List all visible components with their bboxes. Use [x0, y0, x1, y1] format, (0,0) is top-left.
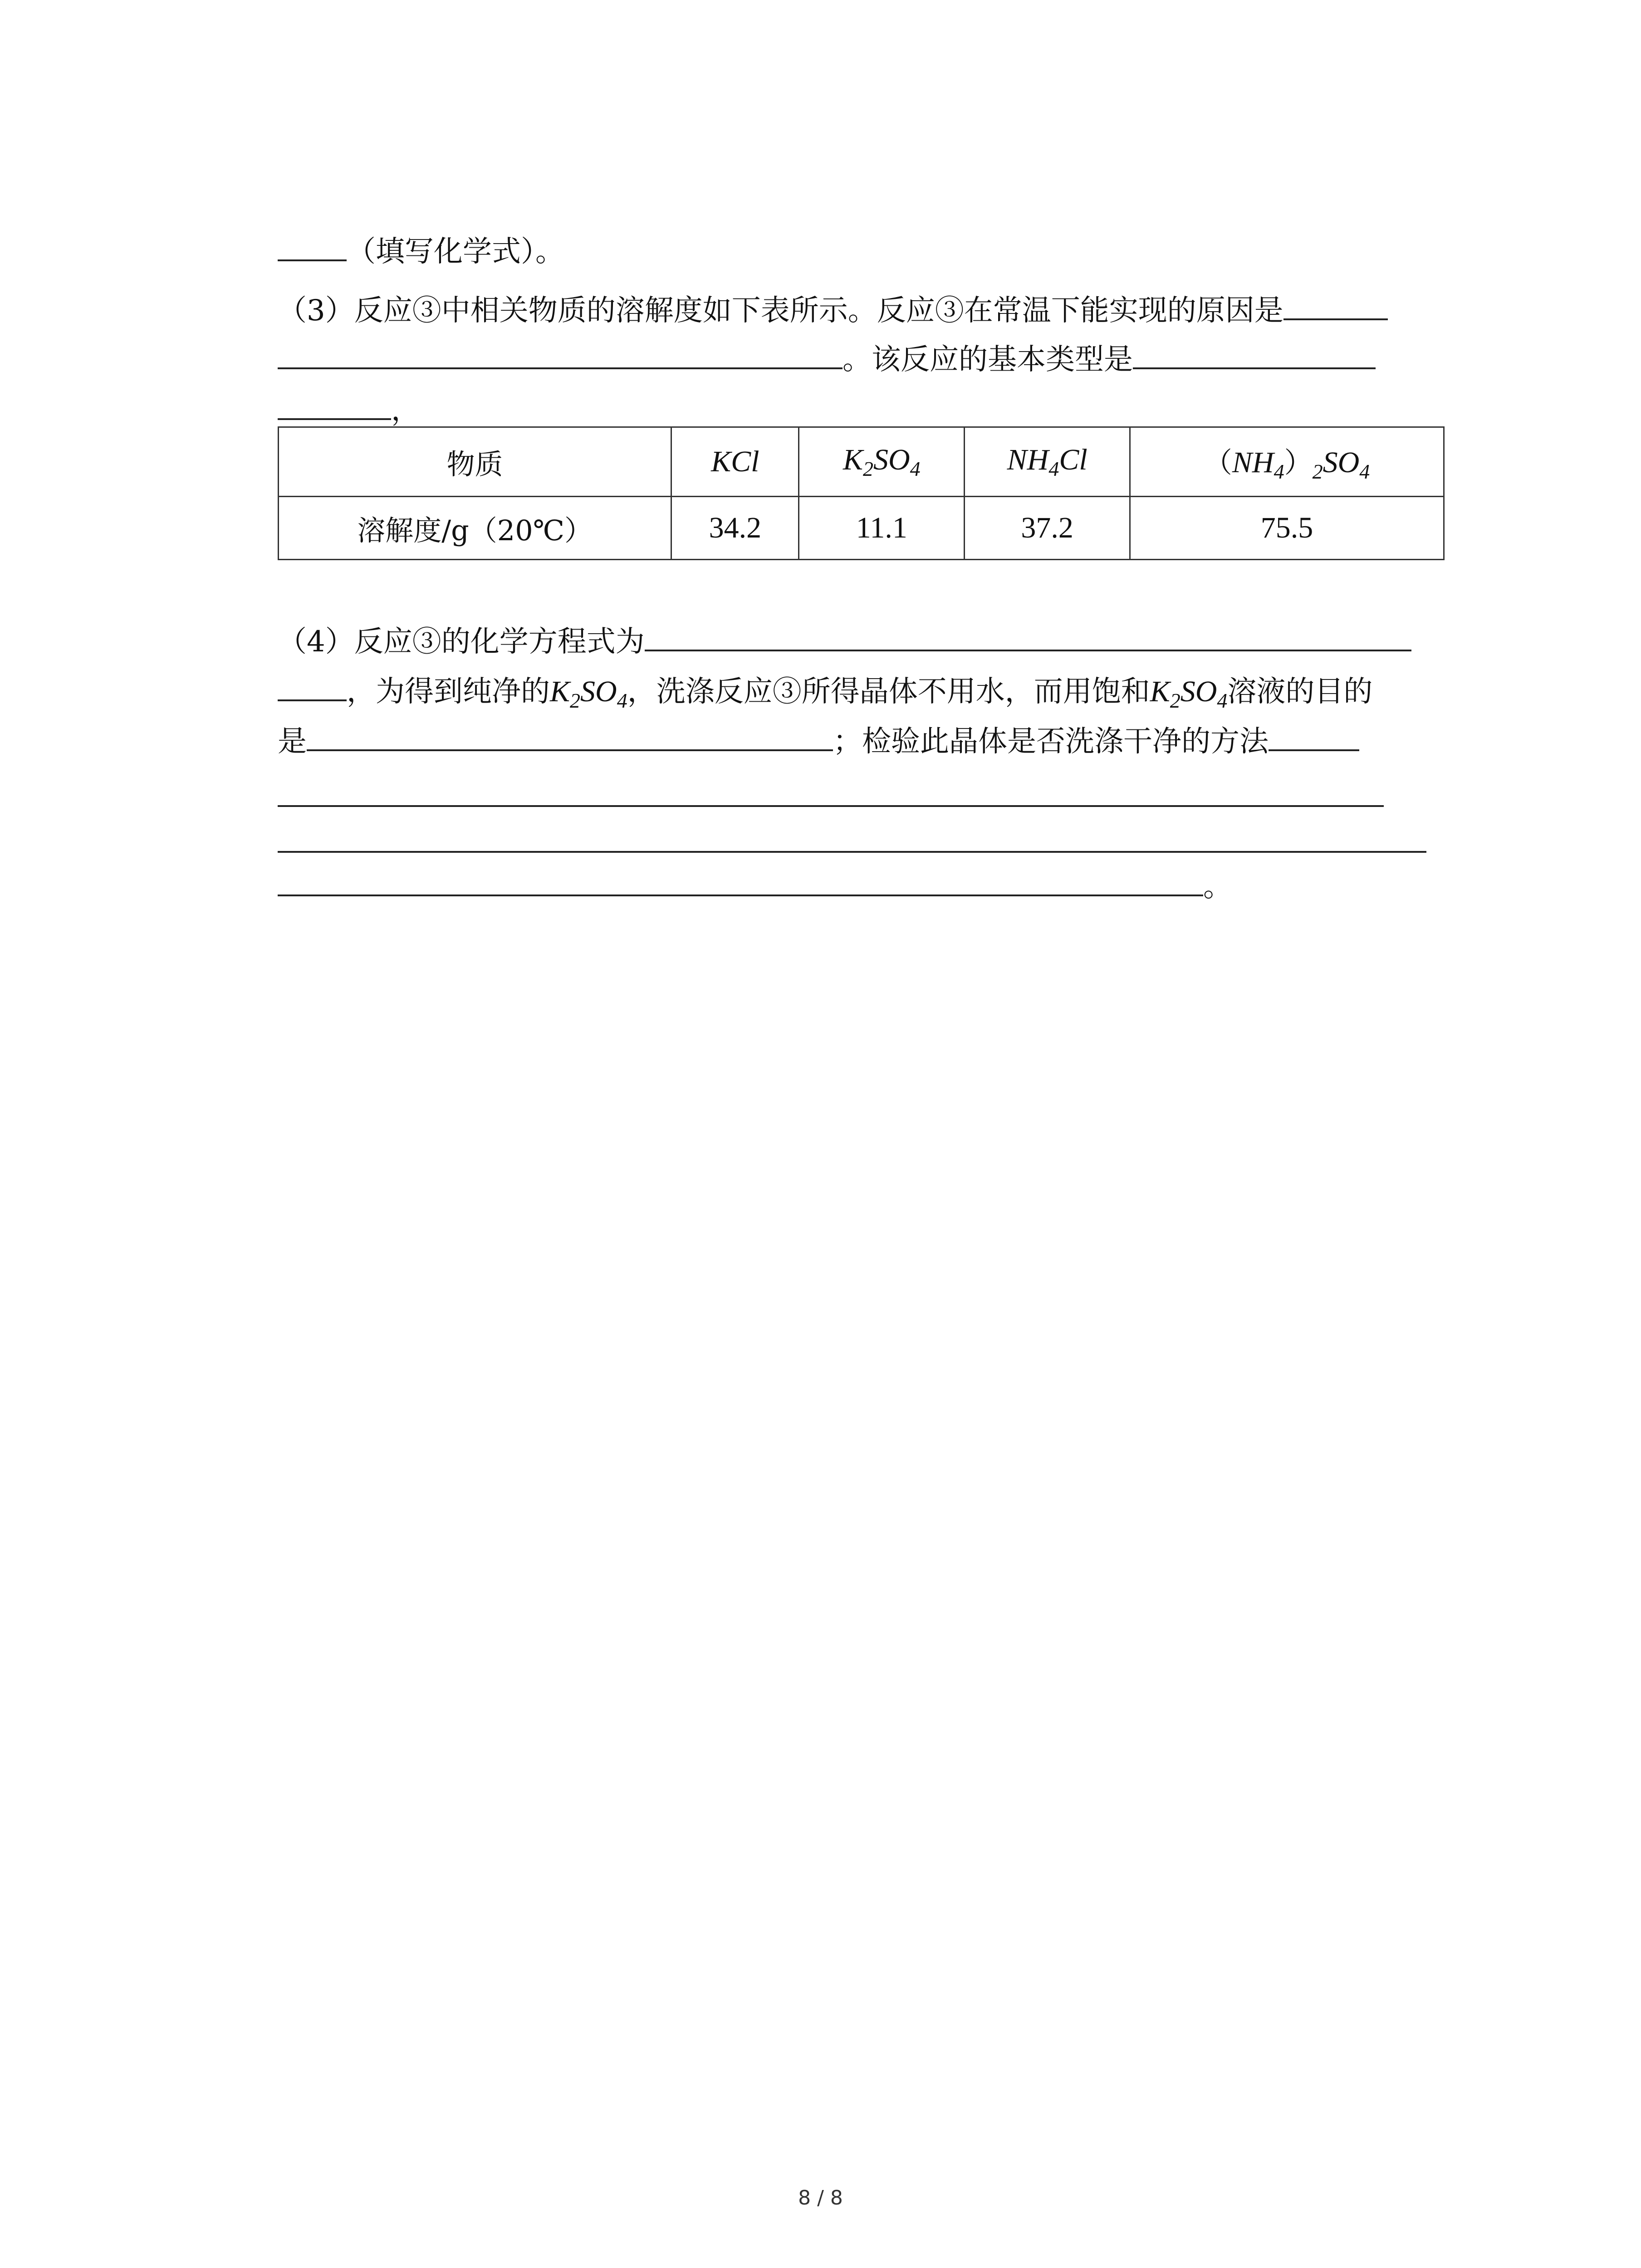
header-label-cell: 物质 [279, 427, 671, 497]
value-cell-nh4-2so4: 75.5 [1130, 497, 1444, 560]
header-cell-nh4cl: $NH_4Cl$ [965, 427, 1130, 497]
header-cell-k2so4: $K_2SO_4$ [799, 427, 965, 497]
question-4-line-3 [278, 708, 1359, 758]
answer-blank[interactable] [1133, 326, 1376, 369]
solubility-table [278, 426, 1445, 560]
formula-k2so4: $K_2SO_4$ [550, 675, 627, 712]
question-3-comma: ， [391, 394, 420, 427]
question-4-wash-text: ，洗涤反应③所得晶体不用水，而用饱和 [627, 675, 1150, 709]
answer-blank[interactable] [278, 326, 843, 369]
answer-blank[interactable] [278, 853, 1203, 896]
question-3-line-1 [278, 277, 1388, 327]
header-cell-nh4-2so4: $(NH_4)_2SO_4$ [1130, 427, 1444, 497]
question-3-line-2 [278, 326, 1376, 376]
answer-blank[interactable] [645, 608, 1411, 651]
answer-blank[interactable] [278, 376, 391, 420]
header-cell-kcl: KCl [671, 427, 799, 497]
answer-blank[interactable] [278, 658, 347, 701]
final-period: 。 [1203, 870, 1232, 904]
answer-blank[interactable] [278, 805, 1384, 807]
answer-blank[interactable] [278, 218, 347, 261]
question-4-final-line [278, 853, 1232, 903]
question-4-line-1 [278, 608, 1411, 658]
answer-blank[interactable] [1283, 277, 1388, 320]
question-4-is-text: 是 [278, 725, 307, 758]
answer-blank[interactable] [307, 708, 833, 751]
value-cell-nh4cl: 37.2 [965, 497, 1130, 560]
line-fill-formula [278, 218, 564, 268]
question-3-line-3 [278, 376, 420, 426]
question-4-text: （4）反应③的化学方程式为 [278, 625, 645, 659]
question-3-type-text: 。该反应的基本类型是 [843, 343, 1133, 376]
answer-blank[interactable] [1269, 708, 1359, 751]
question-4-line-2 [278, 658, 1373, 712]
table-value-row [279, 497, 1444, 560]
value-cell-k2so4: 11.1 [799, 497, 965, 560]
fill-formula-text: （填写化学式）。 [347, 235, 564, 269]
question-3-text: （3）反应③中相关物质的溶解度如下表所示。反应③在常温下能实现的原因是 [278, 294, 1283, 327]
formula-k2so4: $K_2SO_4$ [1150, 675, 1228, 712]
question-4-purpose-text: ，为得到纯净的 [347, 675, 550, 709]
table-header-row [279, 427, 1444, 497]
page-number: 8 / 8 [798, 2186, 843, 2209]
question-4-solution-text: 溶液的目的 [1227, 675, 1373, 709]
row-label-cell: 溶解度/g（20℃） [279, 497, 671, 560]
value-cell-kcl: 34.2 [671, 497, 799, 560]
question-4-method-text: ；检验此晶体是否洗涤干净的方法 [833, 725, 1269, 758]
